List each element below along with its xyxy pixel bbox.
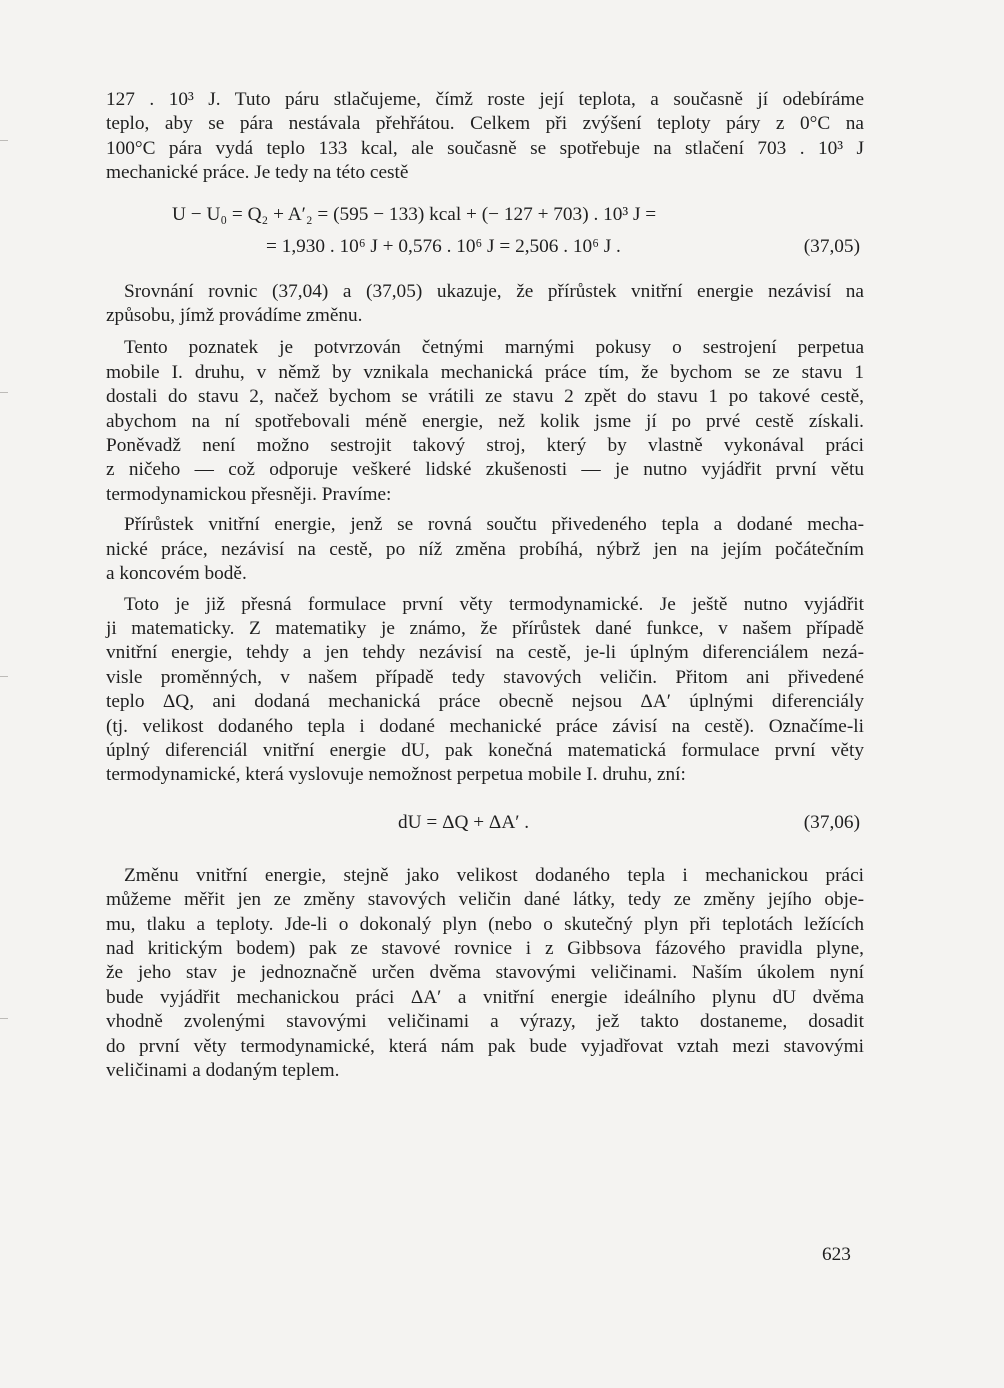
text-line: 100°C pára vydá teplo 133 kcal, ale současně se spotřebuje na stlačení 703 . 10³ J: [106, 137, 864, 159]
equation-text: dU = ΔQ + ΔA′ .: [398, 811, 530, 833]
equation-number: (37,05): [803, 235, 860, 257]
text-line: abychom na ní spotřebovali méně energie, než kolik jsme jí po prvé cestě získali.: [106, 410, 864, 432]
text-line: Tento poznatek je potvrzován četnými marnými pokusy o sestrojení perpetua: [124, 337, 864, 359]
scan-edge-mark: [0, 1018, 8, 1019]
text-line: můžeme měřit jen ze změny stavových veličin dané látky, tedy ze změny jejího obje-: [106, 889, 864, 911]
paragraph-5: [106, 593, 864, 788]
text-line: mobile I. druhu, v němž by vznikala mechanická práce tím, že bychom se ze stavu 1: [106, 361, 864, 383]
equation-text: = 1,930 . 10⁶ J + 0,576 . 10⁶ J = 2,506 . 10⁶ J .: [266, 235, 621, 257]
text-line: termodynamické, která vyslovuje nemožnost perpetua mobile I. druhu, zní:: [106, 764, 686, 786]
text-line: Změnu vnitřní energie, stejně jako velikost dodaného tepla i mechanickou práci: [124, 864, 864, 886]
scan-edge-mark: [0, 676, 8, 677]
text-line: visle proměnných, v našem případě tedy stavových veličin. Přitom ani přivedené: [106, 666, 864, 688]
page-number: 623: [822, 1244, 851, 1265]
text-line: a koncovém bodě.: [106, 563, 247, 585]
equation-37-05-line-1: [106, 200, 864, 234]
page-content: [106, 88, 864, 1083]
text-line: ji matematicky. Z matematiky je známo, že přírůstek dané funkce, v našem případě: [106, 617, 864, 639]
text-line: bude vyjádřit mechanickou práci ΔA′ a vnitřní energie ideálního plynu dU dvěma: [106, 986, 864, 1008]
text-line: Poněvadž není možno sestrojit takový stroj, který by vlastně vykonával práci: [106, 435, 864, 457]
equation-37-05-line-2: [106, 232, 864, 266]
text-line: úplný diferenciál vnitřní energie dU, pak konečná matematická formulace první věty: [106, 739, 864, 761]
text-line: veličinami a dodaným teplem.: [106, 1060, 340, 1081]
text-line: (tj. velikost dodaného tepla i dodané mechanické práce závisí na cestě). Označíme-li: [106, 715, 864, 737]
paragraph-1: [106, 88, 864, 186]
text-line: z ničeho — což odporuje veškeré lidské zkušenosti — je nutno vyjádřit první větu: [106, 459, 864, 481]
equation-number: (37,06): [803, 811, 860, 833]
paragraph-3: [106, 336, 864, 507]
text-line: teplo ΔQ, ani dodaná mechanická práce obecně nejsou ΔA′ úplnými diferenciály: [106, 691, 864, 713]
scan-edge-mark: [0, 140, 8, 141]
text-line: vnitřní energie, tehdy a jen tehdy nezávisí na cestě, je-li úplným diferenciálem nezá-: [106, 642, 864, 664]
text-line: Toto je již přesná formulace první věty termodynamické. Je ještě nutno vyjádřit: [124, 593, 864, 615]
text-line: Přírůstek vnitřní energie, jenž se rovná součtu přivedeného tepla a dodané mecha-: [124, 514, 864, 536]
paragraph-4-statement: [106, 513, 864, 586]
text-line: že jeho stav je jednoznačně určen dvěma stavovými veličinami. Naším úkolem nyní: [106, 962, 864, 984]
text-line: dostali do stavu 2, načež bychom se vrátili ze stavu 2 zpět do stavu 1 po takové cestě,: [106, 386, 864, 408]
paragraph-6: [106, 864, 864, 1084]
text-line: termodynamickou přesněji. Pravíme:: [106, 483, 392, 505]
text-line: vhodně zvolenými stavovými veličinami a výrazy, jež takto dostaneme, dosadit: [106, 1011, 864, 1033]
text-line: 127 . 10³ J. Tuto páru stlačujeme, čímž roste její teplota, a současně jí odebíráme: [106, 89, 864, 110]
scan-edge-mark: [0, 392, 8, 393]
text-line: do první věty termodynamické, která nám pak bude vyjadřovat vztah mezi stavovými: [106, 1035, 864, 1057]
text-line: mu, tlaku a teploty. Jde-li o dokonalý plyn (nebo o skutečný plyn při teplotách ležících: [106, 913, 864, 935]
text-line: nické práce, nezávisí na cestě, po níž změna probíhá, nýbrž jen na jejím počátečním: [106, 538, 864, 560]
text-line: teplo, aby se pára nestávala přehřátou. Celkem při zvýšení teploty páry z 0°C na: [106, 113, 864, 135]
text-line: Srovnání rovnic (37,04) a (37,05) ukazuje, že přírůstek vnitřní energie nezávisí na: [124, 280, 864, 302]
text-line: způsobu, jímž provádíme změnu.: [106, 305, 363, 327]
equation-37-06: [106, 808, 864, 842]
text-line: mechanické práce. Je tedy na této cestě: [106, 162, 409, 184]
equation-text: U − U₀ = Q₂ + A′₂ = (595 − 133) kcal + (− 127 + 703) . 10³ J =: [172, 203, 657, 225]
paragraph-2: [106, 280, 864, 329]
text-line: nad kritickým bodem) pak ze stavové rovnice i z Gibbsova fázového pravidla plyne,: [106, 937, 864, 959]
